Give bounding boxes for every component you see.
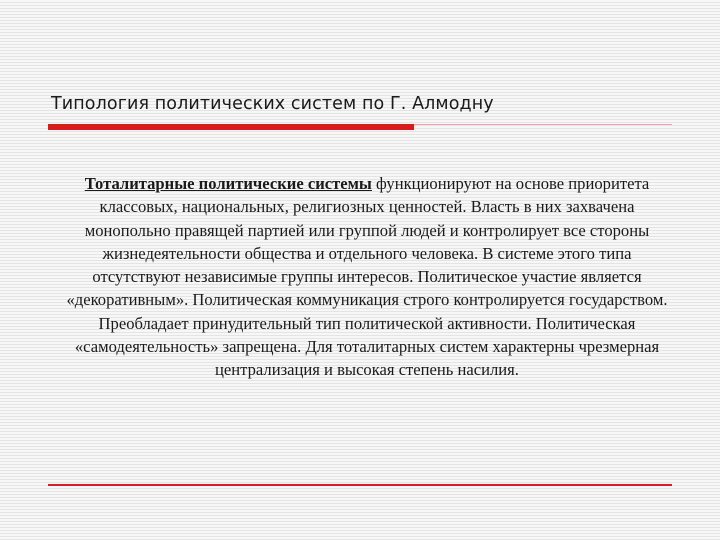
title-accent-bar bbox=[48, 124, 414, 130]
footer-rule bbox=[48, 484, 672, 486]
body-lead-term: Тоталитарные политические системы bbox=[84, 174, 372, 193]
body-paragraph bbox=[62, 172, 672, 382]
slide-title: Типология политических систем по Г. Алмодну bbox=[51, 94, 494, 114]
body-text: функционируют на основе приоритета классовых, национальных, религиозных ценностей. Власть в них захвачена монопольно правящей партией или группой людей и контролирует все стороны жизнедеятельности общества и отдельного человека. В системе этого типа отсутствуют независимые группы интересов. Политическое участие является «декоративным». Политическая коммуникация строго контролируется государством. Преобладает принудительный тип политической активности. Политическая «самодеятельность» запрещена. Для тоталитарных систем характерны чрезмерная централизация и высокая степень насилия. bbox=[66, 174, 668, 380]
